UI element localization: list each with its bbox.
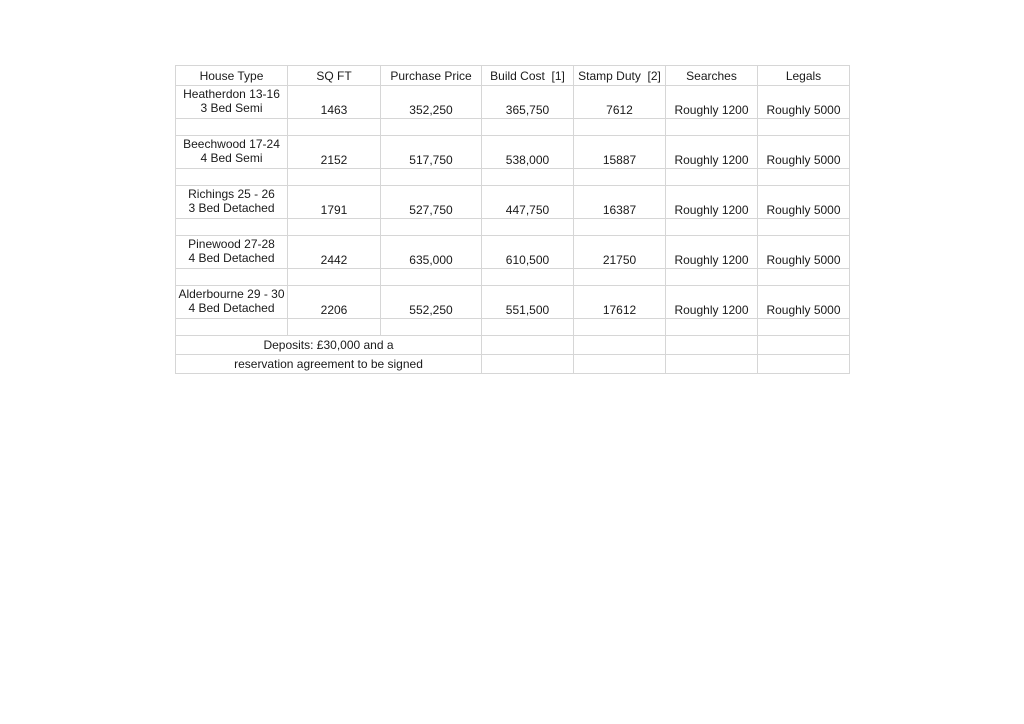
build-cost-cell: 365,750 [482,86,574,119]
blank-row [176,119,850,136]
deposit-note-line-2: reservation agreement to be signed [176,355,482,374]
note-row [176,336,850,355]
legals-cell: Roughly 5000 [758,136,850,169]
house-type-cell [176,86,288,119]
house-price-table [175,65,850,374]
purchase-price-cell: 517,750 [381,136,482,169]
header-legals: Legals [758,66,850,86]
legals-cell: Roughly 5000 [758,286,850,319]
header-stamp-duty: Stamp Duty [2] [574,66,666,86]
house-description: 3 Bed Semi [200,101,263,115]
table-row [176,186,850,219]
table-row [176,86,850,119]
purchase-price-cell: 527,750 [381,186,482,219]
blank-row [176,269,850,286]
blank-row [176,319,850,336]
table-row [176,236,850,269]
house-description: 4 Bed Detached [188,301,275,315]
purchase-price-cell: 635,000 [381,236,482,269]
stamp-duty-cell: 21750 [574,236,666,269]
house-name: Heatherdon 13-16 [183,87,280,101]
stamp-duty-cell: 16387 [574,186,666,219]
build-cost-cell: 447,750 [482,186,574,219]
header-build-cost: Build Cost [1] [482,66,574,86]
build-cost-cell: 610,500 [482,236,574,269]
house-description: 3 Bed Detached [188,201,275,215]
table-row [176,286,850,319]
legals-cell: Roughly 5000 [758,86,850,119]
purchase-price-cell: 352,250 [381,86,482,119]
header-row [176,66,850,86]
house-type-cell [176,236,288,269]
build-cost-cell: 538,000 [482,136,574,169]
table-row [176,136,850,169]
purchase-price-cell: 552,250 [381,286,482,319]
house-name: Alderbourne 29 - 30 [178,287,285,301]
searches-cell: Roughly 1200 [666,186,758,219]
house-name: Beechwood 17-24 [183,137,280,151]
house-type-cell [176,186,288,219]
sq-ft-cell: 1463 [288,86,381,119]
sq-ft-cell: 2152 [288,136,381,169]
note-row [176,355,850,374]
searches-cell: Roughly 1200 [666,286,758,319]
house-name: Richings 25 - 26 [188,187,275,201]
house-type-cell [176,136,288,169]
house-type-cell [176,286,288,319]
build-cost-cell: 551,500 [482,286,574,319]
stamp-duty-cell: 17612 [574,286,666,319]
deposit-note-line-1: Deposits: £30,000 and a [176,336,482,355]
stamp-duty-cell: 7612 [574,86,666,119]
header-sq-ft: SQ FT [288,66,381,86]
searches-cell: Roughly 1200 [666,236,758,269]
legals-cell: Roughly 5000 [758,236,850,269]
blank-row [176,169,850,186]
header-searches: Searches [666,66,758,86]
searches-cell: Roughly 1200 [666,136,758,169]
blank-row [176,219,850,236]
legals-cell: Roughly 5000 [758,186,850,219]
stamp-duty-cell: 15887 [574,136,666,169]
sq-ft-cell: 2442 [288,236,381,269]
house-description: 4 Bed Detached [188,251,275,265]
house-description: 4 Bed Semi [200,151,263,165]
sq-ft-cell: 1791 [288,186,381,219]
sq-ft-cell: 2206 [288,286,381,319]
searches-cell: Roughly 1200 [666,86,758,119]
header-house-type: House Type [176,66,288,86]
header-purchase-price: Purchase Price [381,66,482,86]
house-name: Pinewood 27-28 [188,237,275,251]
